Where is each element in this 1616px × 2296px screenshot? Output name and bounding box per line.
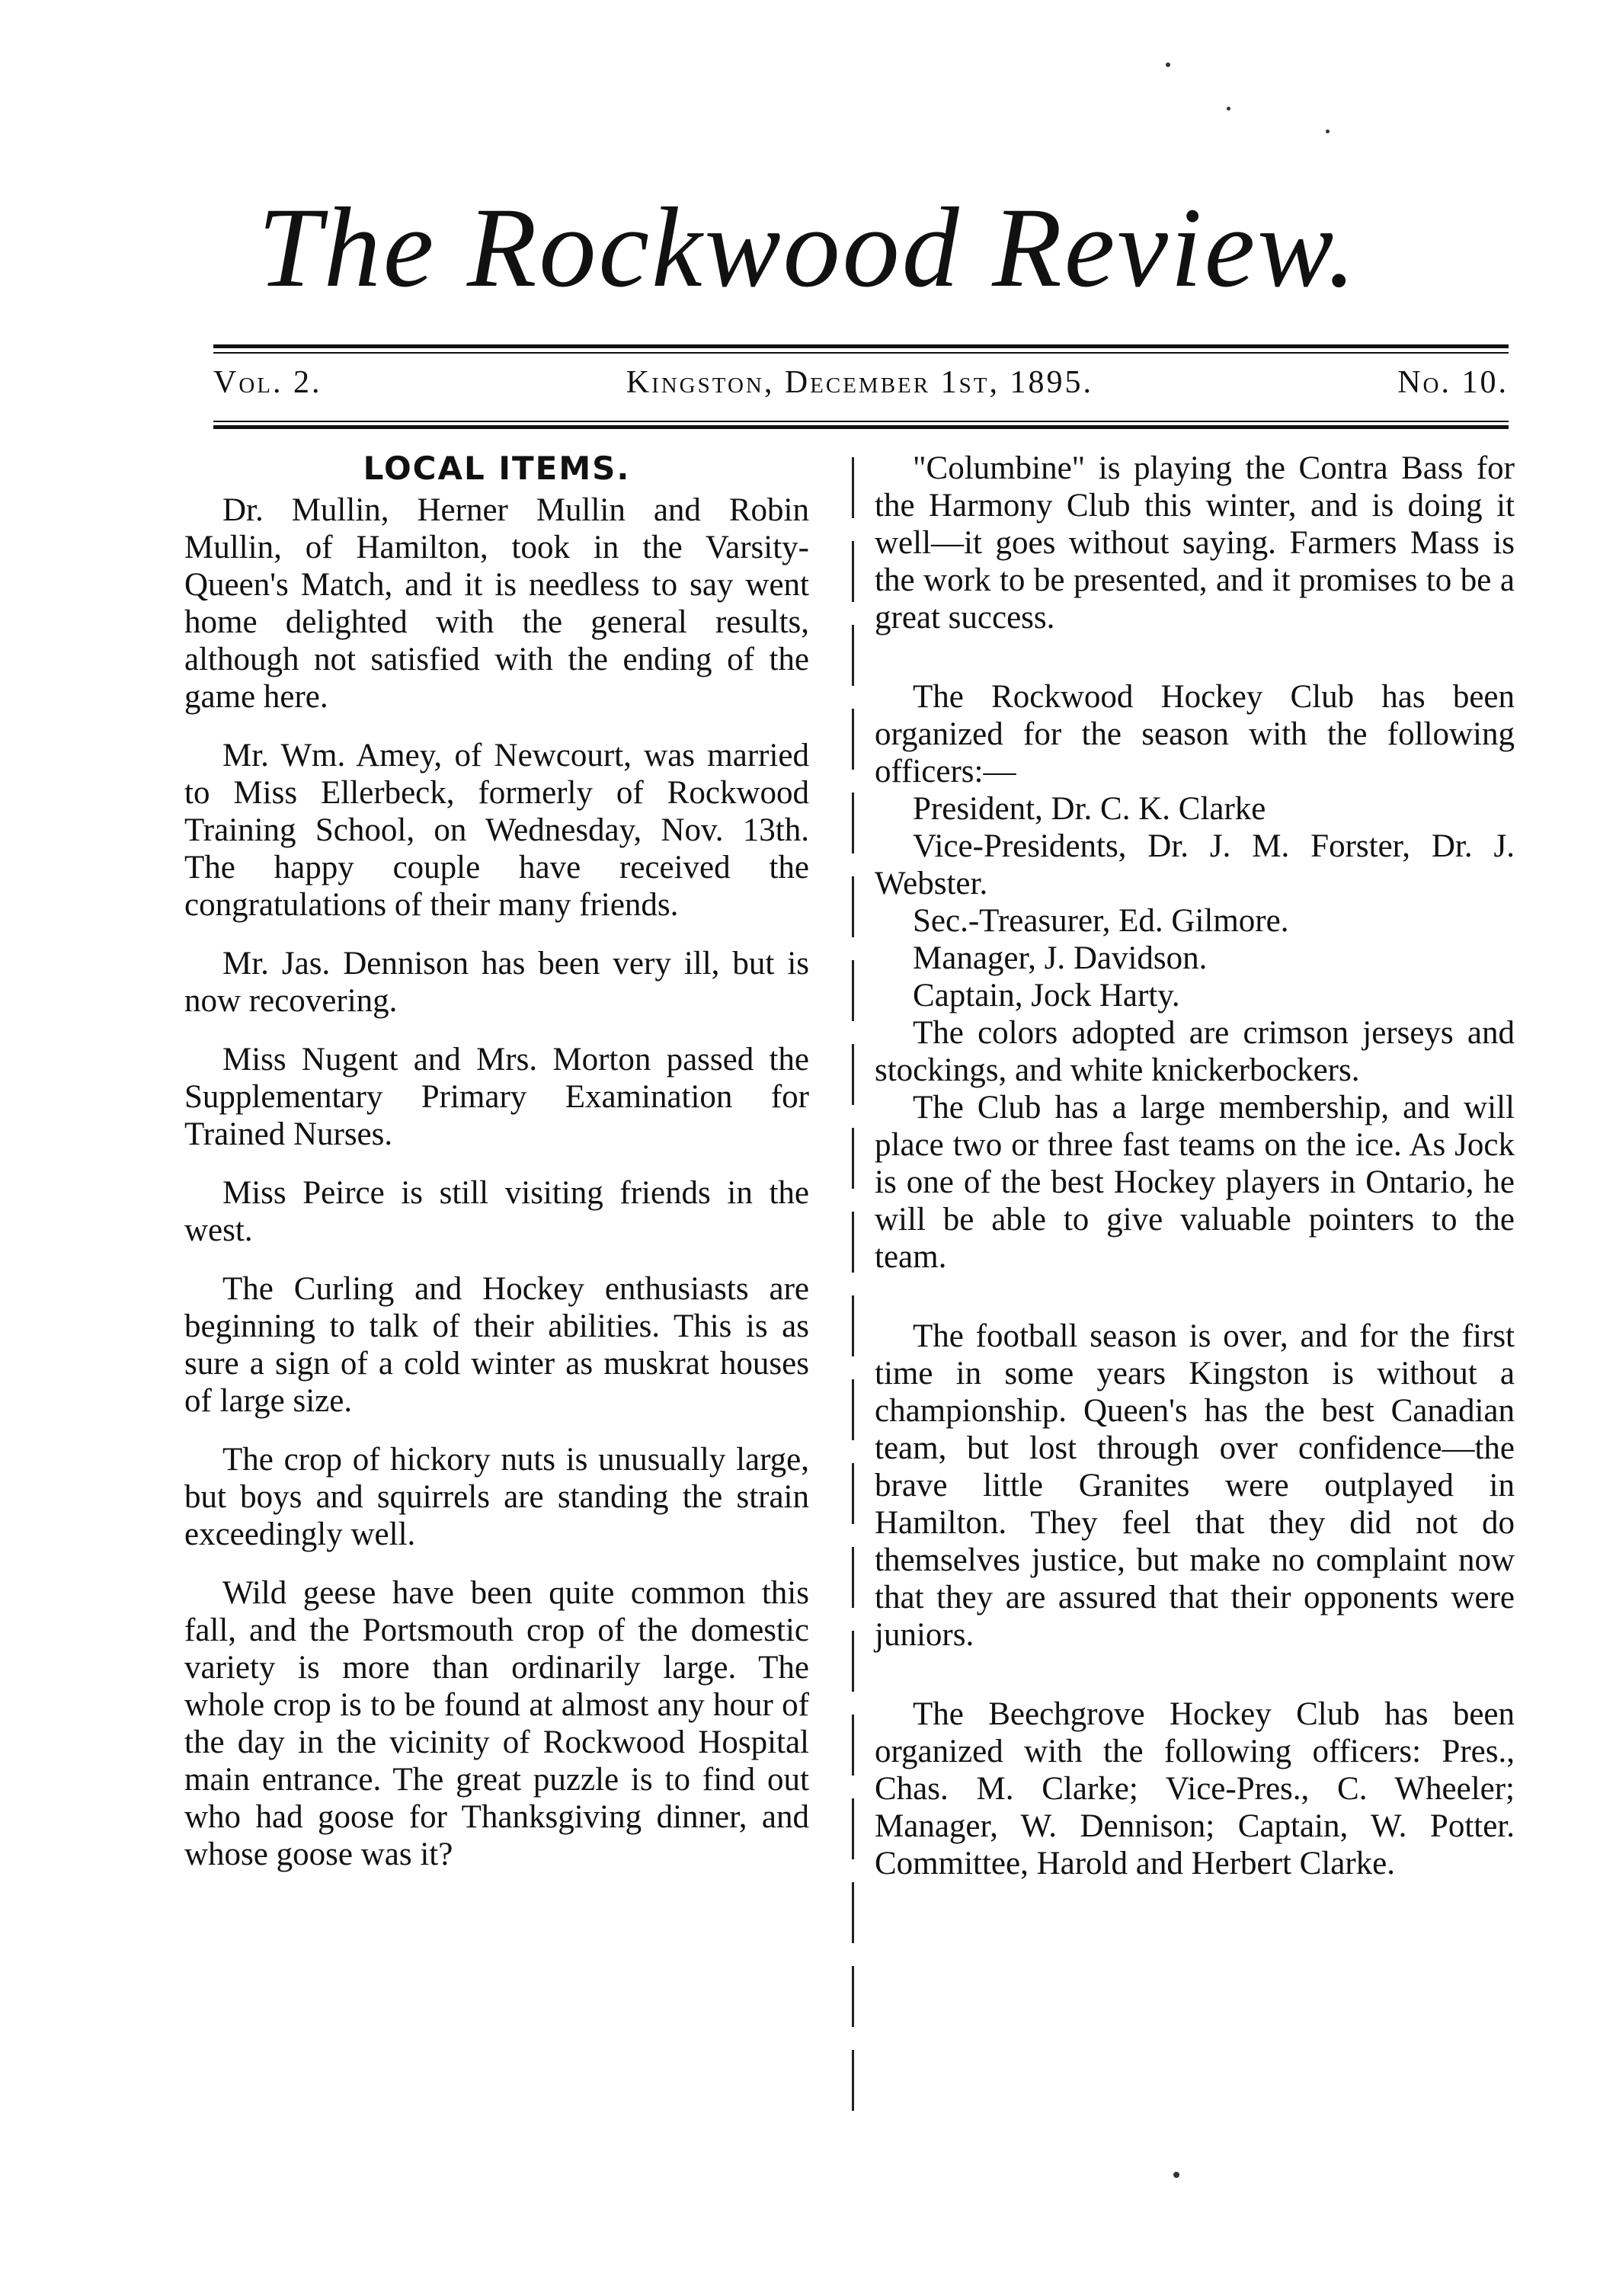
item-beechgrove: The Beechgrove Hockey Club has been organized with the following officers: Pres., Chas. M. Clarke; Vice-Pres., C. Wheeler; Manager, W. Dennison; Captain, W. Potter. Committee, Harold and Herbert Clarke. — [875, 1696, 1515, 1881]
print-speck — [1166, 62, 1170, 67]
dateline — [213, 364, 1509, 401]
print-speck — [1173, 2172, 1179, 2178]
item-geese: Wild geese have been quite common this fall, and the Portsmouth crop of the domestic variety is more than ordinarily large. The whole crop is to be found at almost any hour of the day in the vicinity of Rockwood Hospital main entrance. The great puzzle is to find out who had goose for Thanksgiving dinner, and whose goose was it? — [184, 1575, 809, 1872]
issue-number: No. 10. — [1397, 365, 1509, 400]
top-rule-thin — [213, 352, 1509, 354]
item-hickory: The crop of hickory nuts is unusually large, but boys and squirrels are standing the strain exceedingly well. — [184, 1442, 809, 1552]
left-column — [184, 450, 809, 1894]
officer-treasurer: Sec.-Treasurer, Ed. Gilmore. — [913, 903, 1289, 939]
section-heading: LOCAL ITEMS. — [363, 450, 631, 487]
top-rule-thick — [213, 344, 1509, 348]
column-divider — [852, 457, 854, 2111]
item-membership: The Club has a large membership, and will place two or three fast teams on the ice. As Jock is one of the best Hockey players in Ontario, he will be able to give valuable pointers to the team. — [875, 1090, 1515, 1275]
place-date: Kingston, December 1st, 1895. — [626, 365, 1093, 400]
volume-label: Vol. 2. — [213, 365, 322, 400]
officer-manager: Manager, J. Davidson. — [913, 940, 1208, 976]
item-dennison: Mr. Jas. Dennison has been very ill, but is now recovering. — [184, 946, 809, 1019]
officer-captain: Captain, Jock Harty. — [913, 978, 1180, 1014]
officer-vice-presidents: Vice-Presidents, Dr. J. M. Forster, Dr. J. Webster. — [875, 828, 1515, 901]
masthead-title: The Rockwood Review. — [258, 184, 1358, 311]
bottom-rule-thin — [213, 421, 1509, 422]
item-nurses: Miss Nugent and Mrs. Morton passed the Supplementary Primary Examination for Trained Nurses. — [184, 1042, 809, 1152]
item-curling: The Curling and Hockey enthusiasts are beginning to talk of their abilities. This is as sure a sign of a cold winter as muskrat houses of large size. — [184, 1271, 809, 1419]
item-mullin: Dr. Mullin, Herner Mullin and Robin Mullin, of Hamilton, took in the Varsity-Queen's Match, and it is needless to say went home delighted with the general results, although not satisfied with the ending of the game here. — [184, 492, 809, 715]
item-amey: Mr. Wm. Amey, of Newcourt, was married to Miss Ellerbeck, formerly of Rockwood Training School, on Wednesday, Nov. 13th. The happy couple have received the congratulations of their many friends. — [184, 738, 809, 923]
officer-president: President, Dr. C. K. Clarke — [913, 791, 1266, 827]
item-football: The football season is over, and for the first time in some years Kingston is without a championship. Queen's has the best Canadian team, but lost through over confidence—the brave little Granites were outplayed in Hamilton. They feel that they did not do themselves justice, but make no complaint now that they are assured that their opponents were juniors. — [875, 1318, 1515, 1653]
item-colors: The colors adopted are crimson jerseys and stockings, and white knickerbockers. — [875, 1015, 1515, 1088]
item-hockey-intro: The Rockwood Hockey Club has been organized for the season with the following officers:— — [875, 679, 1515, 789]
print-speck — [1227, 107, 1230, 110]
bottom-rule-thick — [213, 425, 1509, 429]
right-column — [875, 450, 1515, 1904]
item-columbine: "Columbine" is playing the Contra Bass for the Harmony Club this winter, and is doing it well—it goes without saying. Farmers Mass is the work to be presented, and it promises to be a great success. — [875, 450, 1515, 636]
print-speck — [1326, 130, 1330, 133]
item-peirce: Miss Peirce is still visiting friends in the west. — [184, 1175, 809, 1248]
